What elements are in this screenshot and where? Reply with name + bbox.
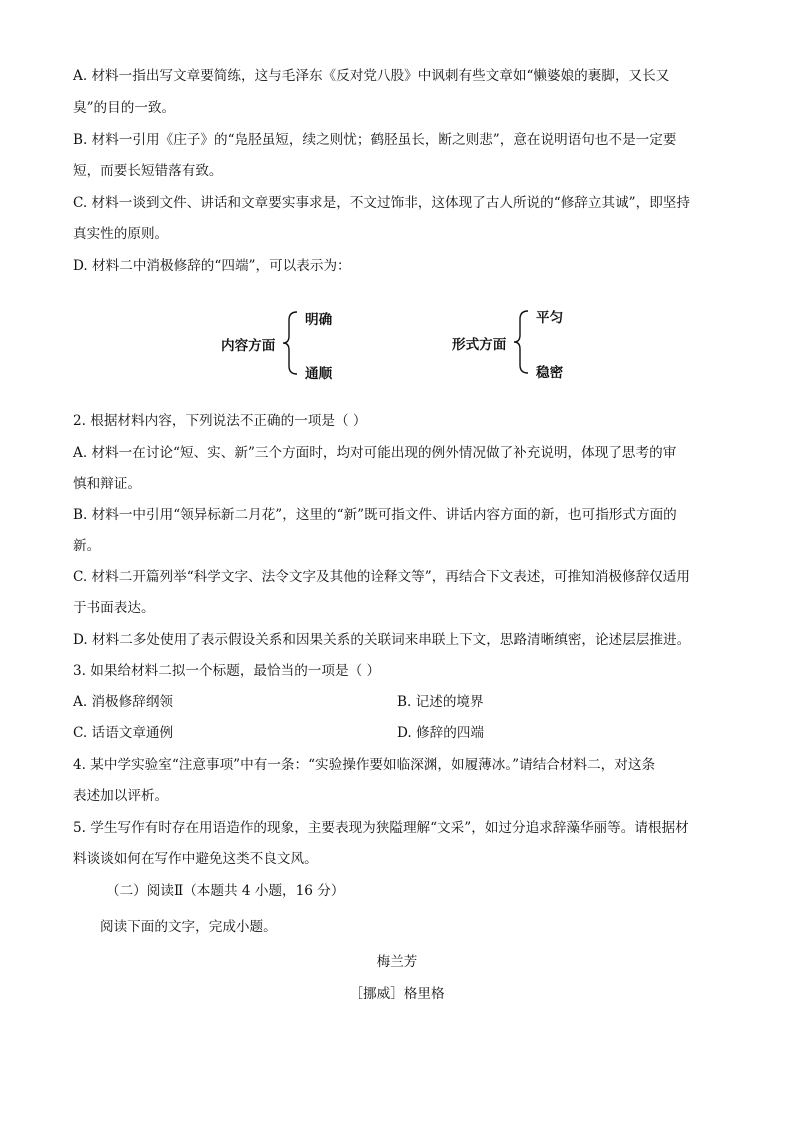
content-aspect-label: 内容方面 bbox=[221, 338, 276, 354]
q2-option-a-line1: A. 材料一在讨论“短、实、新”三个方面时，均对可能出现的例外情况做了补充说明，体现了思考的审 bbox=[73, 445, 677, 461]
form-brace-icon bbox=[512, 309, 530, 375]
form-aspect-label: 形式方面 bbox=[452, 337, 507, 353]
q3-option-c: C. 话语文章通例 bbox=[73, 725, 174, 741]
content-brace-icon bbox=[281, 310, 299, 376]
question-3-stem: 3. 如果给材料二拟一个标题，最恰当的一项是（ ） bbox=[73, 663, 381, 679]
content-item-clear: 明确 bbox=[305, 312, 333, 328]
passage-title: 梅兰芳 bbox=[376, 954, 418, 970]
option-b-line2: 短，而要长短错落有致。 bbox=[73, 163, 223, 179]
q3-option-d: D. 修辞的四端 bbox=[397, 725, 485, 741]
q2-option-b-line2: 新。 bbox=[73, 538, 101, 554]
option-b-line1: B. 材料一引用《庄子》的“凫胫虽短，续之则忧；鹤胫虽长，断之则悲”，意在说明语句也不是一定要 bbox=[73, 132, 677, 148]
question-4-line2: 表述加以评析。 bbox=[73, 788, 169, 804]
option-a-line1: A. 材料一指出写文章要简练，这与毛泽东《反对党八股》中讽刺有些文章如“懒婆娘的裹脚，又长又 bbox=[73, 68, 670, 84]
section-heading: （二）阅读Ⅱ（本题共 4 小题，16 分） bbox=[106, 883, 345, 899]
q2-option-a-line2: 慎和辩证。 bbox=[73, 476, 141, 492]
question-5-line2: 料谈谈如何在写作中避免这类不良文风。 bbox=[73, 851, 318, 867]
q2-option-c-line1: C. 材料二开篇列举“科学文字、法令文字及其他的诠释文等”，再结合下文表述，可推知消极修辞仅适用 bbox=[73, 569, 690, 585]
option-a-line2: 臭”的目的一致。 bbox=[73, 100, 176, 116]
q2-option-c-line2: 于书面表达。 bbox=[73, 600, 155, 616]
reading-instruction: 阅读下面的文字，完成小题。 bbox=[100, 919, 277, 935]
form-item-even: 平匀 bbox=[536, 310, 564, 326]
option-d-line1: D. 材料二中消极修辞的“四端”，可以表示为： bbox=[73, 258, 351, 274]
q2-option-d-line1: D. 材料二多处使用了表示假设关系和因果关系的关联词来串联上下文，思路清晰缜密，论述层层推进。 bbox=[73, 632, 691, 648]
passage-author: ［挪威］格里格 bbox=[349, 986, 445, 1002]
content-item-smooth: 通顺 bbox=[305, 366, 333, 382]
option-c-line1: C. 材料一谈到文件、讲话和文章要实事求是，不文过饰非，这体现了古人所说的“修辞立其诚”，即坚持 bbox=[73, 195, 690, 211]
question-4-line1: 4. 某中学实验室“注意事项”中有一条：“实验操作要如临深渊，如履薄冰。”请结合材料二，对这条 bbox=[73, 757, 656, 773]
question-2-stem: 2. 根据材料内容，下列说法不正确的一项是（ ） bbox=[73, 413, 367, 429]
form-item-dense: 稳密 bbox=[536, 365, 564, 381]
q3-option-b: B. 记述的境界 bbox=[397, 694, 484, 710]
option-c-line2: 真实性的原则。 bbox=[73, 226, 169, 242]
q2-option-b-line1: B. 材料一中引用“领异标新二月花”，这里的“新”既可指文件、讲话内容方面的新，也可指形式方面的 bbox=[73, 507, 677, 523]
question-5-line1: 5. 学生写作有时存在用语造作的现象，主要表现为狭隘理解“文采”，如过分追求辞藻华丽等。请根据材 bbox=[73, 820, 689, 836]
q3-option-a: A. 消极修辞纲领 bbox=[73, 694, 174, 710]
